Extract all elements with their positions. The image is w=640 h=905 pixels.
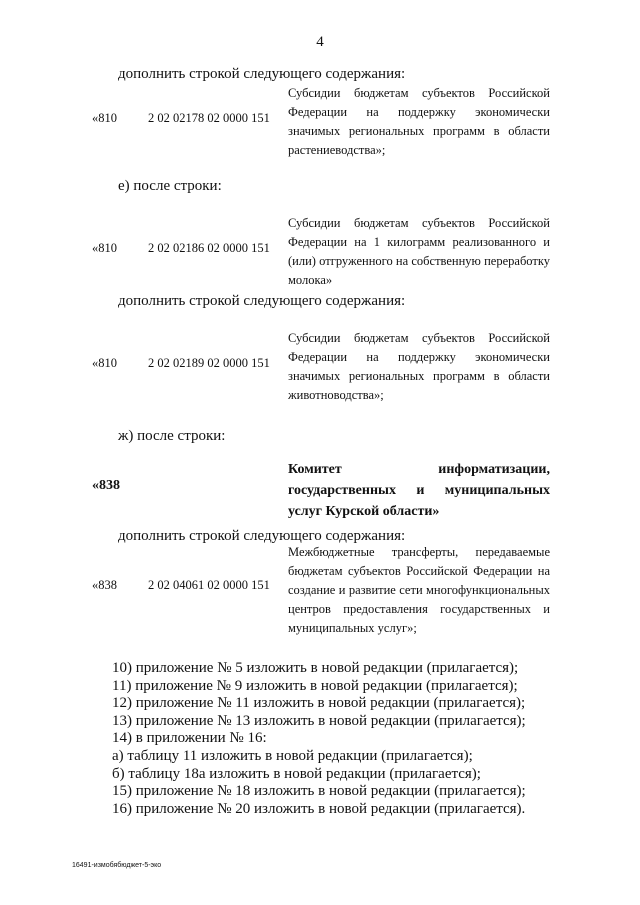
list-item: 12) приложение № 11 изложить в новой редакции (прилагается); <box>112 695 526 712</box>
block-2-admin-code: «810 <box>92 241 117 255</box>
block-3-description: Субсидии бюджетам субъектов Российской Федерации на поддержку экономически значимых региональных программ в области животноводства»; <box>288 331 550 402</box>
block-3-admin-code: «810 <box>92 356 117 370</box>
block-4-admin-code: «838 <box>92 478 120 493</box>
block-5-admin-code: «838 <box>92 578 117 592</box>
block-4-intro: ж) после строки: <box>118 428 226 444</box>
list-item: 14) в приложении № 16: <box>112 730 267 747</box>
list-item: 11) приложение № 9 изложить в новой редакции (прилагается); <box>112 677 518 694</box>
amendments-list <box>112 660 526 818</box>
list-item: а) таблицу 11 изложить в новой редакции (прилагается); <box>112 747 473 764</box>
list-item: 10) приложение № 5 изложить в новой редакции (прилагается); <box>112 660 519 676</box>
block-3-intro: дополнить строкой следующего содержания: <box>118 293 406 309</box>
block-2-budget-code: 2 02 02186 02 0000 151 <box>148 241 270 255</box>
block-5-budget-code: 2 02 04061 02 0000 151 <box>148 578 270 592</box>
list-item: б) таблицу 18а изложить в новой редакции (прилагается); <box>112 765 481 782</box>
block-5-intro: дополнить строкой следующего содержания: <box>118 528 406 544</box>
block-2-intro: е) после строки: <box>118 178 222 194</box>
page-number: 4 <box>316 34 324 50</box>
block-5-description: Межбюджетные трансферты, передаваемые бюджетам субъектов Российской Федерации на создание и развитие сети многофункциональных центров предоставления государственных и муниципальных услуг»; <box>288 545 550 635</box>
block-3-budget-code: 2 02 02189 02 0000 151 <box>148 356 270 370</box>
footer-file-label: 16491-измобябюджет-5-экo <box>72 862 162 869</box>
list-item: 16) приложение № 20 изложить в новой редакции (прилагается). <box>112 800 526 817</box>
block-1-budget-code: 2 02 02178 02 0000 151 <box>148 111 270 125</box>
list-item: 15) приложение № 18 изложить в новой редакции (прилагается); <box>112 783 526 800</box>
block-2-description: Субсидии бюджетам субъектов Российской Федерации на 1 килограмм реализованного и (или) отгруженного на собственную переработку молока» <box>288 216 550 287</box>
block-4-description: Комитет информатизации, государственных и муниципальных услуг Курской области» <box>288 462 550 519</box>
block-1-intro: дополнить строкой следующего содержания: <box>118 66 406 82</box>
block-1-description: Субсидии бюджетам субъектов Российской Федерации на поддержку экономически значимых региональных программ в области растениеводства»; <box>288 86 550 157</box>
list-item: 13) приложение № 13 изложить в новой редакции (прилагается); <box>112 712 526 729</box>
block-1-admin-code: «810 <box>92 111 117 125</box>
